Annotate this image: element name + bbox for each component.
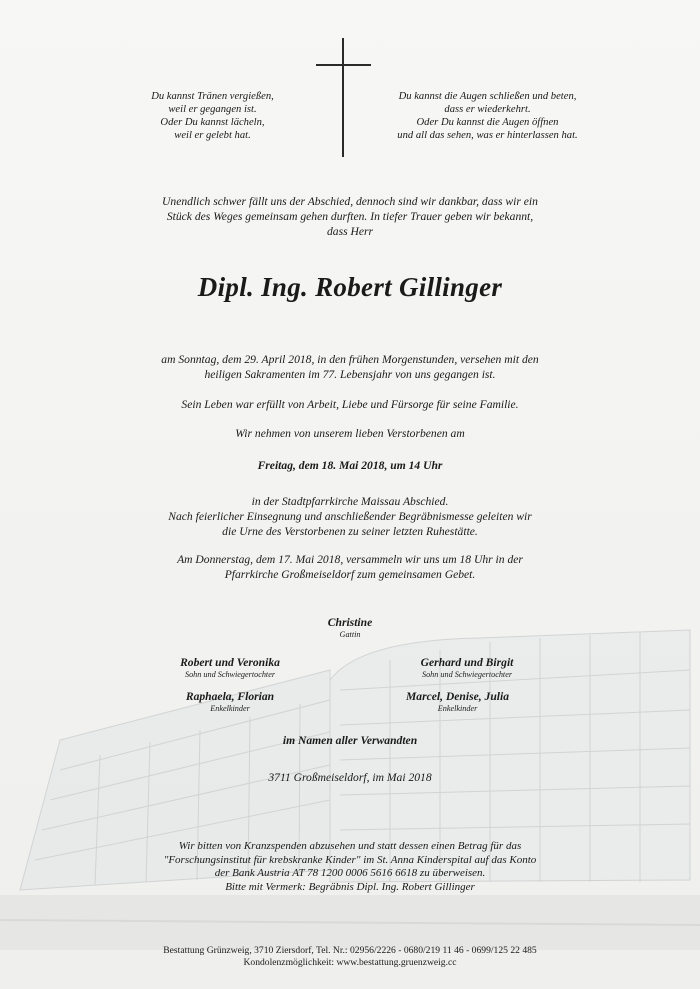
donation-line: Bitte mit Vermerk: Begräbnis Dipl. Ing. Robert Gillinger xyxy=(225,880,475,893)
verse-right-line: Du kannst die Augen schließen und beten, xyxy=(398,91,577,102)
footer-condolence: Kondolenzmöglichkeit: www.bestattung.gruenzweig.cc xyxy=(243,957,457,968)
grand-left-role: Enkelkinder xyxy=(210,704,250,713)
funeral-place-line: die Urne des Verstorbenen zu seiner letzten Ruhestätte. xyxy=(222,525,478,538)
child-left-role: Sohn und Schwiegertochter xyxy=(184,670,276,679)
verse-left-line: weil er gelebt hat. xyxy=(174,130,251,141)
verse-right-line: Oder Du kannst die Augen öffnen xyxy=(416,117,559,128)
child-right-role: Sohn und Schwiegertochter xyxy=(421,670,513,679)
family-child-left xyxy=(135,656,325,679)
place-date: 3711 Großmeiseldorf, im Mai 2018 xyxy=(268,771,432,784)
prayer-line: Am Donnerstag, dem 17. Mai 2018, versammeln wir uns um 18 Uhr in der xyxy=(177,553,523,566)
cross-icon xyxy=(342,38,344,157)
footer-contact: Bestattung Grünzweig, 3710 Ziersdorf, Tel. Nr.: 02956/2226 - 0680/219 11 46 - 0699/125 22 485 xyxy=(163,945,537,956)
prayer-line: Pfarrkirche Großmeiseldorf zum gemeinsamen Gebet. xyxy=(224,568,476,581)
family-grand-right xyxy=(360,690,555,713)
spouse-role: Gattin xyxy=(339,630,361,639)
life-text: Sein Leben war erfüllt von Arbeit, Liebe und Fürsorge für seine Familie. xyxy=(181,398,519,411)
relatives-text: im Namen aller Verwandten xyxy=(282,734,418,747)
relatives xyxy=(0,731,700,749)
spouse-name: Christine xyxy=(327,616,373,629)
deceased-name: Dipl. Ing. Robert Gillinger xyxy=(197,272,503,302)
family-grand-left xyxy=(135,690,325,713)
family-child-right xyxy=(372,656,562,679)
intro-line: Unendlich schwer fällt uns der Abschied, dennoch sind wir dankbar, dass wir ein xyxy=(162,195,538,208)
child-left-name: Robert und Veronika xyxy=(180,656,280,669)
funeral-place-line: Nach feierlicher Einsegnung und anschließender Begräbnismesse geleiten wir xyxy=(168,510,532,523)
death-line: am Sonntag, dem 29. April 2018, in den frühen Morgenstunden, versehen mit den xyxy=(161,353,539,366)
prayer-text xyxy=(0,552,700,582)
verse-right xyxy=(380,90,595,142)
donation-line: der Bank Austria AT 78 1200 0006 5616 6618 zu überweisen. xyxy=(214,867,486,879)
funeral-date: Freitag, dem 18. Mai 2018, um 14 Uhr xyxy=(257,459,443,472)
donation-line: "Forschungsinstitut für krebskranke Kinder" im St. Anna Kinderspital auf das Konto xyxy=(163,853,537,866)
intro-text xyxy=(0,194,700,239)
verse-left-line: Du kannst Tränen vergießen, xyxy=(151,91,274,102)
grand-left-name: Raphaela, Florian xyxy=(185,690,275,703)
farewell-intro: Wir nehmen von unserem lieben Verstorbenen am xyxy=(235,427,465,440)
donation-line: Wir bitten von Kranzspenden abzusehen und statt dessen einen Betrag für das xyxy=(178,840,522,852)
cross-icon-bar xyxy=(316,64,371,66)
child-right-name: Gerhard und Birgit xyxy=(420,656,514,669)
verse-right-line: dass er wiederkehrt. xyxy=(444,104,531,115)
family-spouse xyxy=(250,616,450,639)
footer xyxy=(0,945,700,969)
funeral-place-line: in der Stadtpfarrkirche Maissau Abschied. xyxy=(251,495,449,508)
death-text xyxy=(0,352,700,382)
building-background-image xyxy=(0,620,700,950)
verse-left xyxy=(120,90,305,142)
grand-right-name: Marcel, Denise, Julia xyxy=(405,690,510,703)
intro-line: Stück des Weges gemeinsam gehen durften. In tiefer Trauer geben wir bekannt, xyxy=(166,210,534,223)
grand-right-role: Enkelkinder xyxy=(437,704,478,713)
verse-right-line: und all das sehen, was er hinterlassen hat. xyxy=(397,130,578,141)
death-line: heiligen Sakramenten im 77. Lebensjahr von uns gegangen ist. xyxy=(204,368,496,381)
verse-left-line: weil er gegangen ist. xyxy=(168,104,257,115)
donation-text xyxy=(0,840,700,894)
funeral-place xyxy=(0,494,700,539)
verse-left-line: Oder Du kannst lächeln, xyxy=(160,117,265,128)
intro-line: dass Herr xyxy=(326,225,374,238)
